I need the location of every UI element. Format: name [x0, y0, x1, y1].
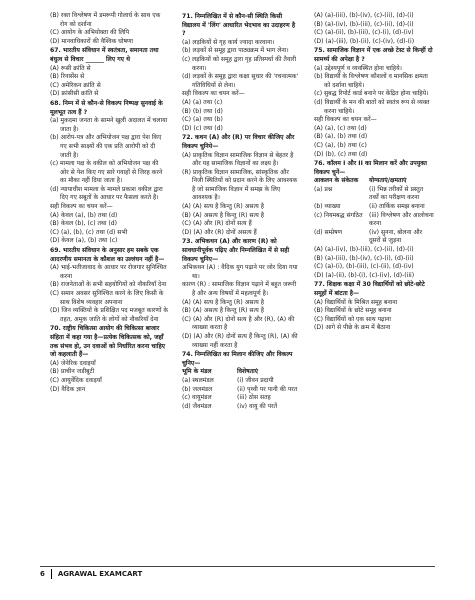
table-cell: (i) भिन्न तरीकों से प्रस्तुत तर्कों का परीक्षण करना [369, 185, 424, 202]
option-text: (d) विद्यार्थी के मन की बातों को स्वतंत्र रूप से व्यक्त करना चाहिये। [314, 98, 430, 115]
option-text: (A) भाई-भतीजावाद के आधार पर रोजगार सुनिश्चित करना [50, 264, 167, 280]
table-row [314, 186, 434, 203]
option-text: (c) मामला पक्ष के वकील को अभियोजन पक्ष की ओर से पेश किए गए सारे गवाहों से जिरह करने का मौका नहीं दिया जाता है। [50, 160, 163, 185]
option-text: (A) (a), (c) तथा (d) [314, 124, 367, 132]
option-text: (B) रिनासेंस से [50, 73, 85, 81]
option-text: (D) (a)-(iii), (b)-(ii), (c)-(iv), (d)-(i) [314, 37, 415, 45]
option-text: अभिकथन (A) : वैदिक युग पढ़ाने पर जोर दिया गया था। [182, 264, 298, 280]
table-cell: (iv) वायु की परतें [237, 402, 278, 410]
option-text: (B) (A) असत्य है किन्तु (R) सत्य है [182, 307, 264, 315]
option-text: (a) उद्देश्यपूर्ण व व्यवस्थित होना चाहिये। [314, 64, 402, 72]
option-text: (C) आयुर्वेदिक दवाइयाँ [50, 376, 102, 384]
column-1 [50, 12, 168, 394]
option-text: (C) समान अवसर सुनिश्चित करने के लिए किसी के साथ विशेष व्यवहार अपनाना [50, 290, 164, 306]
option-text: (B) (a)-(iv), (b)-(iii), (c)-(ii), (d)-(i) [314, 20, 414, 28]
brand-name: AGRAWAL EXAMCART [57, 569, 143, 578]
option-text: (D) जिन व्यक्तियों के प्रशिक्षित पद मजबूत कारणों के तहत, अमुक जाति के लोगों को नौकरियाँ देना [50, 307, 168, 323]
option-text: (B) विद्यार्थियों के छोटे समूह बनाना [314, 307, 392, 315]
table-row [314, 229, 434, 246]
option-text: (A) (A) सत्य है किन्तु (R) असत्य है [182, 298, 264, 306]
option-text: (B) (a), (b) तथा (d) [314, 133, 368, 141]
option-text: (d) लड़कों के समूह द्वारा कक्षा सुधार की 'रचनात्मक' गतिविधियों से लेना। [182, 73, 299, 89]
option-text: सही विकल्प का चयन करें— [182, 90, 245, 98]
page-number: 6 [40, 569, 45, 578]
option-text: (C) (a), (b) तथा (c) [314, 141, 367, 149]
question-text: 75. सामाजिक विज्ञान में एक अच्छे टेस्ट से किन्हीं दो सामर्थ्य की अपेक्षा है ? [314, 47, 433, 63]
option-text: (A) रूसी क्रांति से [50, 64, 91, 72]
option-text: (B) राजनेताओं के सभी सहयोगियों को नौकरियाँ देना [50, 281, 167, 289]
option-text: (A) विद्यार्थियों के मिश्रित समूह बनाना [314, 298, 398, 306]
footer-divider [51, 569, 52, 579]
option-text: (a) लड़कियों से गृह कार्य ज्यादा करवाना। [182, 38, 275, 46]
table-cell: (iii) ठोस सतह [237, 394, 271, 402]
table-row [182, 377, 300, 386]
option-text: कारण (R) : सामाजिक विज्ञान पढ़ाने में बहुत जरूरी है और अन्य विषयों में महत्वपूर्ण है। [182, 281, 297, 297]
table-header-cell: योग्यताएं/क्षमताएं [369, 177, 407, 185]
option-text: (D) फ्रांसीसी क्रांति से [50, 90, 99, 98]
table-cell: (c) वायुमंडल [182, 394, 212, 402]
option-text: (C) आयोग के अभियोक्ता की लिपि [50, 29, 130, 37]
table-row [314, 212, 434, 229]
question-text: 74. निम्नलिखित का मिलान कीजिए और विकल्प चुनिए— [182, 351, 293, 367]
column-2 [182, 12, 300, 411]
question-text: 72. कथन (A) और (R) पर विचार कीजिए और विकल्प चुनिये— [182, 134, 295, 150]
option-text: सही विकल्प का चयन करें— [50, 203, 113, 211]
option-text: (C) (A) और (R) दोनों सत्य है और (R), (A) की व्याख्या करता है [182, 315, 295, 332]
table-cell: (ii) पृथ्वी पर पानी की परत [237, 385, 298, 393]
question-text: 68. निम्न में से कौन-से विकल्प निष्पक्ष सुनवाई के मूलभूत तत्व हैं ? [50, 99, 163, 116]
match-table-header [182, 368, 300, 377]
option-text: (R) प्राकृतिक विज्ञान सामाजिक, सांस्कृतिक और निजी स्थितियों को प्रदान करने के लिए आवश्यक है जो सामाजिक विज्ञान में समझ के लिए आवश्यक है। [182, 168, 298, 202]
page-footer [40, 566, 435, 581]
option-text: (C) (a)-(i), (b)-(iii), (c)-(ii), (d)-(iv) [314, 263, 414, 271]
table-header-cell: विशेषताएं [237, 368, 259, 376]
table-cell: (iii) विश्लेषण और आलोचना करना [369, 211, 434, 228]
table-row [182, 394, 300, 403]
match-table-header [314, 177, 434, 186]
question-text: 70. राष्ट्रीय चिकित्सा आयोग की चिकित्सा बाजार संहिता में कहा गया है—प्रत्येक चिकित्सक को, जहाँ तक संभव हो, उन दवाओं को निर्धारित करना चाहिए जो कहलाती हैं— [50, 325, 166, 359]
option-text: (a) मुकदमा जनता के सामने खुली अदालत में चलाया जाता है। [50, 117, 168, 133]
option-text: (B) (a)-(iii), (b)-(iv), (c)-(i), (d)-(ii) [314, 254, 414, 262]
table-cell: (iv) सुनना, बोलना और दूसरों से जुड़ना [369, 228, 423, 245]
table-cell: (b) व्याख्या [314, 203, 341, 211]
table-cell: (a) स्थलमंडल [182, 376, 214, 384]
table-cell: (d) जैवमंडल [182, 402, 212, 410]
table-header-cell: भूमि के मंडल [182, 368, 212, 376]
column-3 [314, 12, 434, 333]
option-text: (D) (c) तथा (d) [182, 124, 223, 132]
option-text: (C) विद्यार्थियों को एक साथ पढ़ाना [314, 315, 391, 323]
option-text: (D) (a)-(ii), (b)-(i), (c)-(iv), (d)-(iii) [314, 271, 415, 279]
option-text: (C) (a)-(ii), (b)-(iii), (c)-(i), (d)-(iv) [314, 29, 414, 37]
table-cell: (ii) तार्किक समझ बनाना [369, 203, 425, 211]
option-text: (b) विद्यार्थी के विश्लेषण कौशलों व मानसिक क्षमता को दर्शाना चाहिये। [314, 73, 428, 89]
table-cell: (d) सम्प्रेषण [314, 228, 343, 236]
option-text: (D) (b), (c) तथा (d) [314, 150, 368, 158]
option-text: (B) रक्त विश्लेषण में डमरूपी गोलार्ध के साथ एक रोग को दर्शाना [50, 12, 161, 28]
option-text: (C) (a), (b), (c) तथा (d) सभी [50, 228, 128, 236]
option-text: (B) (b) तथा (d) [182, 107, 223, 115]
question-text: 76. कॉलम I और II का मिलान करें और उपयुक्त विकल्प चुनें— [314, 160, 427, 176]
option-text: (B) प्राचीन जडीबूटी [50, 368, 95, 376]
option-text: (A) (a) तथा (c) [182, 98, 223, 106]
option-text: (A) (a)-(iii), (b)-(iv), (c)-(ii), (d)-(i) [314, 12, 414, 19]
option-text: (A) (A) सत्य है किन्तु (R) असत्य है [182, 203, 264, 211]
option-text: (D) (A) और (R) दोनों सत्य हैं किन्तु (R), (A) की व्याख्या नहीं करता है [182, 332, 298, 349]
question-text: 77. शिक्षक कक्षा में 30 विद्यार्थियों को छोटे-छोटे समूहों में बांटता है— [314, 281, 425, 297]
question-text: 67. भारतीय संविधान में स्वतंत्रता, समानता तथा बंधुत्व से विचार ______ लिए गए थे [50, 47, 159, 63]
option-text: (A) (a)-(iv), (b)-(iii), (c)-(ii), (d)-(i) [314, 246, 414, 254]
option-text: (C) (A) और (R) दोनों सत्य हैं [182, 220, 252, 228]
option-text: (A) प्राकृतिक विज्ञान सामाजिक विज्ञान से बेहतर है और यह सामाजिक विज्ञानों का लक्ष्य है। [182, 151, 294, 168]
table-row [182, 386, 300, 395]
table-cell: (c) नियमबद्ध संगठित [314, 211, 363, 219]
option-text: सही विकल्प का चयन करें— [314, 116, 377, 124]
table-row [314, 203, 434, 212]
table-cell: (b) जलमंडल [182, 385, 213, 393]
option-text: (d) न्यायाधीश मामला के मामले प्रकाश वकील द्वारा दिए गए सबूतों के आधार पर फैसला करते है। [50, 185, 163, 202]
option-text: (C) (a) तथा (b) [182, 116, 223, 124]
option-text: (B) (A) असत्य है किन्तु (R) सत्य है [182, 211, 264, 219]
option-text: (A) जेनेरिक दवाइयाँ [50, 359, 96, 367]
option-text: (D) मानवाधिकारों की वैश्विक घोषणा [50, 37, 133, 45]
option-text: (c) सुबद्ध रिपोर्ट कार्ड बनाने पर केंद्रित होना चाहिये। [314, 90, 429, 98]
table-header-cell: आकलन के संकेतक [314, 177, 359, 185]
option-text: (D) (A) और (R) दोनों असत्य हैं [182, 228, 257, 236]
table-cell: (i) जीवन प्रदायी [237, 376, 274, 384]
option-text: (D) केवल (a), (b) तथा (c) [50, 237, 118, 245]
option-text: (B) केवल (b), (c) तथा (d) [50, 220, 118, 228]
option-text: (C) अमेरिकन क्रांति से [50, 81, 101, 89]
table-cell: (a) प्रश्न [314, 185, 333, 193]
option-text: (A) केवल (a), (b) तथा (d) [50, 211, 118, 219]
option-text: (b) आरोप-पत्र और अभियोजन पक्ष द्वारा पेश किए गए सभी साक्ष्यों की एक प्रति आरोपी को दी जाती है। [50, 134, 162, 159]
option-text: (b) लड़कों से समूह द्वारा पाठ्यक्रम में भाग लेना। [182, 47, 289, 55]
option-text: (D) आगे से पीछे के क्रम में बैठाना [314, 324, 391, 332]
table-row [182, 403, 300, 412]
question-text: 71. निम्नलिखित में से कौन-सी स्थिति किसी विद्यालय में 'लिंग' आधारित भेदभाव का उदाहरण है ? [182, 13, 296, 38]
option-text: (c) लड़कियों को समूह द्वारा गृह प्रतिस्पर्धा की तैयारी करना। [182, 55, 297, 72]
question-text: 69. भारतीय संविधान के अनुसार हम सबके एक आदरणीय समानता के कौशल का उल्लंघन नहीं है— [50, 247, 165, 263]
option-text: (D) वैदिक ज्ञान [50, 385, 86, 393]
question-text: 73. अभिकथन (A) और कारण (R) को सावधानीपूर्वक पढ़िए और निम्नलिखित में से सही विकल्प चुनिए— [182, 238, 290, 263]
